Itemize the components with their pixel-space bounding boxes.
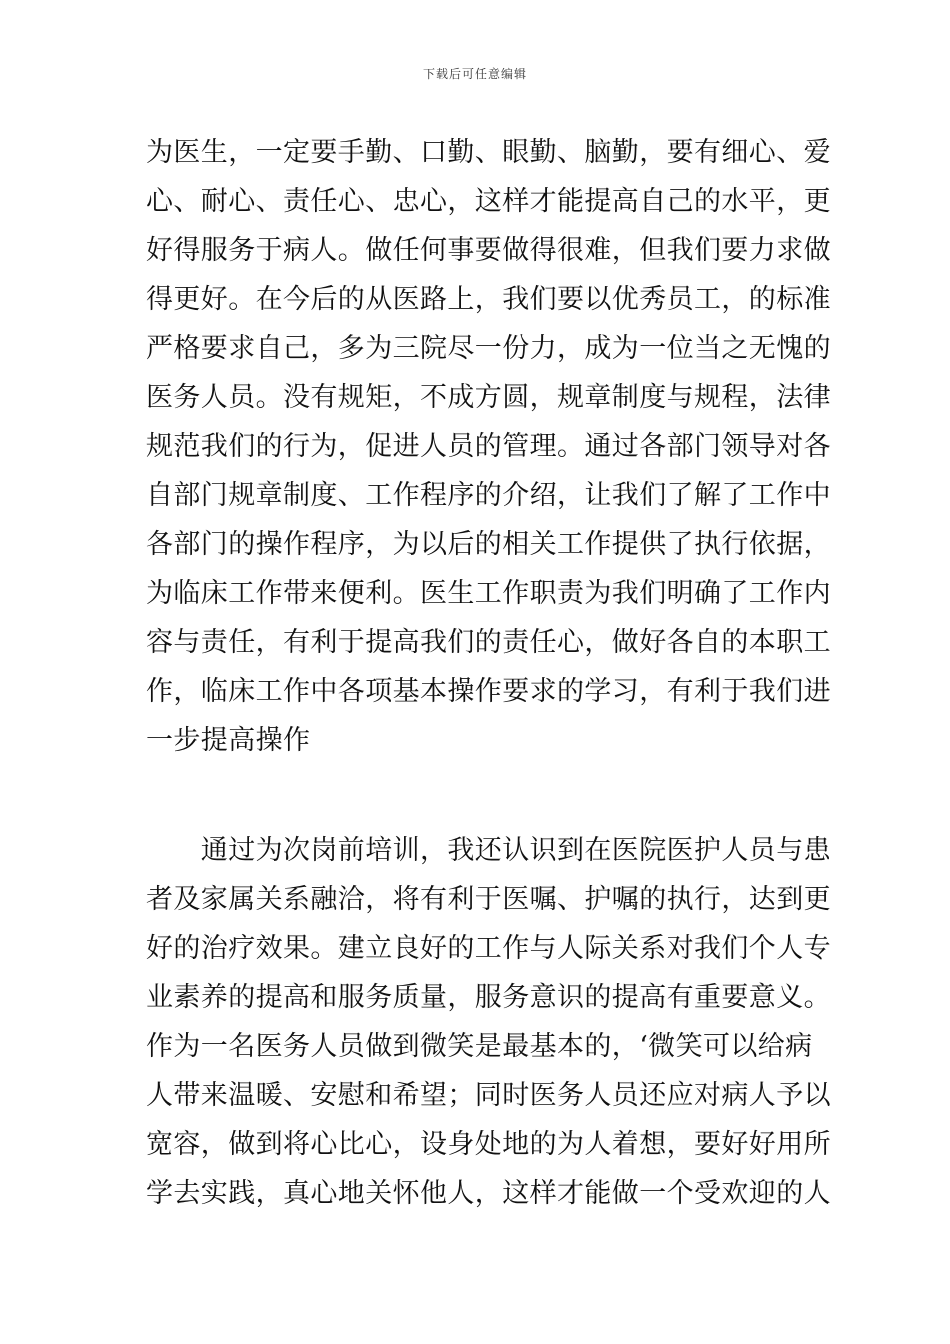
text-line: 心、耐心、责任心、忠心，这样才能提高自己的水平，更 <box>146 186 831 217</box>
page-header: 下载后可任意编辑 <box>422 67 527 81</box>
text-line: 者及家属关系融洽，将有利于医嘱、护嘱的执行，达到更 <box>146 884 831 915</box>
text-line: 得更好。在今后的从医路上，我们要以优秀员工，的标准 <box>146 284 831 315</box>
text-line: 为医生，一定要手勤、口勤、眼勤、脑勤，要有细心、爱 <box>146 137 831 168</box>
paragraph-1 <box>146 128 831 765</box>
text-line: 容与责任，有利于提高我们的责任心，做好各自的本职工 <box>146 627 831 658</box>
text-line: 通过为次岗前培训，我还认识到在医院医护人员与患 <box>146 835 831 866</box>
text-line: 业素养的提高和服务质量，服务意识的提高有重要意义。 <box>146 982 831 1013</box>
text-line: 宽容，做到将心比心，设身处地的为人着想，要好好用所 <box>146 1129 831 1160</box>
text-line: 医务人员。没有规矩，不成方圆，规章制度与规程，法律 <box>146 382 831 413</box>
text-line: 一步提高操作 <box>146 725 311 756</box>
paragraph-2 <box>146 826 831 1218</box>
text-line: 规范我们的行为，促进人员的管理。通过各部门领导对各 <box>146 431 831 462</box>
text-line: 为临床工作带来便利。医生工作职责为我们明确了工作内 <box>146 578 831 609</box>
text-line: 学去实践，真心地关怀他人，这样才能做一个受欢迎的人 <box>146 1178 831 1209</box>
text-line: 各部门的操作程序，为以后的相关工作提供了执行依据， <box>146 529 831 560</box>
text-line: 作，临床工作中各项基本操作要求的学习，有利于我们进 <box>146 676 831 707</box>
text-line: 作为一名医务人员做到微笑是最基本的，‘微笑可以给病 <box>146 1031 813 1062</box>
text-line: 人带来温暖、安慰和希望；同时医务人员还应对病人予以 <box>146 1080 831 1111</box>
text-line: 自部门规章制度、工作程序的介绍，让我们了解了工作中 <box>146 480 831 511</box>
text-line: 严格要求自己，多为三院尽一份力，成为一位当之无愧的 <box>146 333 831 364</box>
text-line: 好的治疗效果。建立良好的工作与人际关系对我们个人专 <box>146 933 831 964</box>
text-line: 好得服务于病人。做任何事要做得很难，但我们要力求做 <box>146 235 831 266</box>
